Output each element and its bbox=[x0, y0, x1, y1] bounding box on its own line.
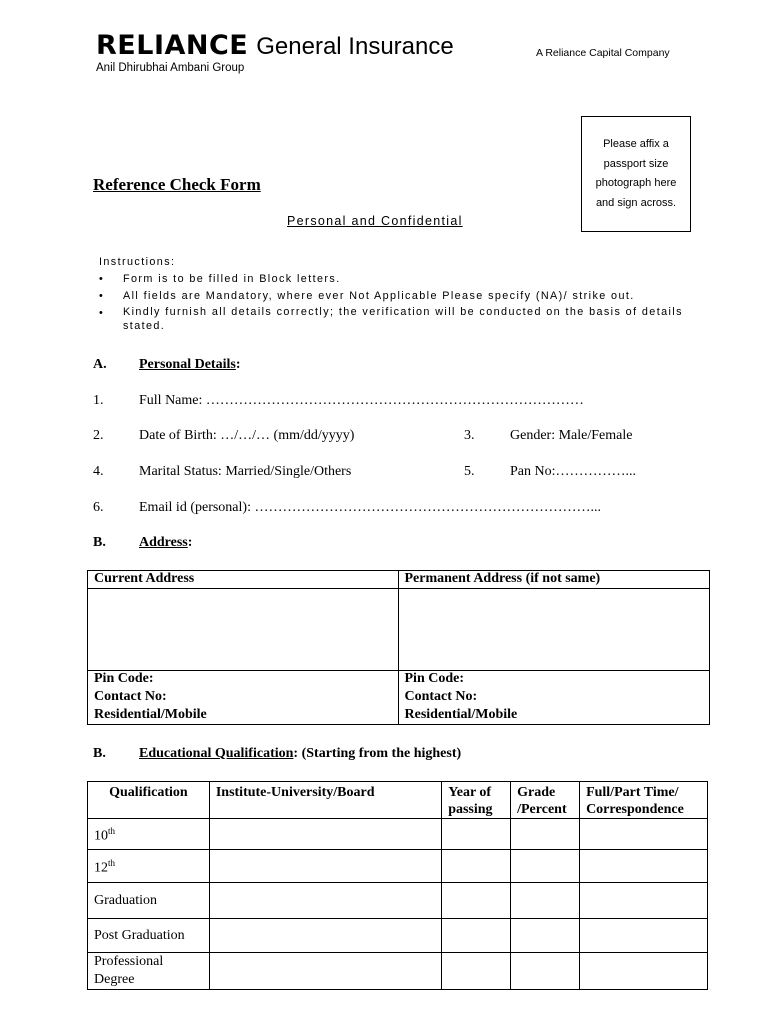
section-a-label: Personal Details bbox=[139, 357, 236, 372]
section-education-label: Educational Qualification bbox=[139, 746, 294, 761]
cell-input[interactable] bbox=[442, 819, 511, 850]
address-table bbox=[87, 570, 710, 725]
instruction-item: • Form is to be filled in Block letters. bbox=[99, 271, 699, 288]
cell-input[interactable] bbox=[442, 883, 511, 919]
section-b-label: Address bbox=[139, 535, 188, 550]
education-table bbox=[87, 781, 708, 990]
table-row bbox=[88, 850, 708, 883]
permanent-address-header: Permanent Address (if not same) bbox=[398, 571, 710, 589]
cell-input[interactable] bbox=[580, 883, 708, 919]
cell-input[interactable] bbox=[209, 850, 441, 883]
permanent-address-input[interactable] bbox=[398, 589, 710, 671]
instructions-title: Instructions: bbox=[99, 256, 176, 268]
cell-input[interactable] bbox=[511, 819, 580, 850]
photo-box-line: Please affix a bbox=[603, 138, 669, 150]
table-row bbox=[88, 953, 708, 990]
company-logo bbox=[96, 30, 454, 75]
table-row bbox=[88, 883, 708, 919]
cell-input[interactable] bbox=[442, 850, 511, 883]
current-residential-mobile[interactable]: Residential/Mobile bbox=[88, 707, 399, 725]
cell-input[interactable] bbox=[511, 883, 580, 919]
photo-box-line: and sign across. bbox=[595, 196, 677, 209]
cell-input[interactable] bbox=[209, 953, 441, 990]
cell-input[interactable] bbox=[442, 953, 511, 990]
cell-input[interactable] bbox=[580, 819, 708, 850]
photo-box bbox=[581, 116, 691, 232]
row-label-graduation: Graduation bbox=[88, 883, 210, 919]
instruction-item: • Kindly furnish all details correctly; the verification will be conducted on the basis of details stated. bbox=[99, 305, 699, 335]
permanent-residential-mobile[interactable]: Residential/Mobile bbox=[398, 707, 710, 725]
row-label-post-graduation: Post Graduation bbox=[88, 919, 210, 953]
header-year-of-passing: Year of passing bbox=[442, 782, 511, 819]
form-title: Reference Check Form bbox=[93, 175, 261, 194]
cell-input[interactable] bbox=[511, 919, 580, 953]
instructions bbox=[99, 254, 699, 335]
table-row bbox=[88, 819, 708, 850]
subtitle: Personal and Confidential bbox=[287, 214, 463, 228]
cell-input[interactable] bbox=[580, 953, 708, 990]
cell-input[interactable] bbox=[580, 850, 708, 883]
cell-input[interactable] bbox=[209, 883, 441, 919]
instruction-item: • All fields are Mandatory, where ever Not Applicable Please specify (NA)/ strike out. bbox=[99, 288, 699, 305]
header-mode: Full/Part Time/ Correspondence bbox=[580, 782, 708, 819]
parent-company: A Reliance Capital Company bbox=[536, 47, 670, 59]
current-address-input[interactable] bbox=[88, 589, 399, 671]
current-contact-no[interactable]: Contact No: bbox=[88, 689, 399, 707]
row-label-professional-degree: Professional Degree bbox=[88, 953, 210, 990]
logo-group: Anil Dhirubhai Ambani Group bbox=[96, 62, 245, 74]
permanent-pin-code[interactable]: Pin Code: bbox=[398, 671, 710, 689]
cell-input[interactable] bbox=[209, 919, 441, 953]
current-address-header: Current Address bbox=[88, 571, 399, 589]
table-row bbox=[88, 919, 708, 953]
photo-box-line: photograph here bbox=[595, 177, 677, 189]
cell-input[interactable] bbox=[511, 850, 580, 883]
header-institute: Institute-University/Board bbox=[209, 782, 441, 819]
cell-input[interactable] bbox=[580, 919, 708, 953]
cell-input[interactable] bbox=[209, 819, 441, 850]
row-label-10th: 10th bbox=[88, 819, 210, 850]
cell-input[interactable] bbox=[511, 953, 580, 990]
logo-brand: RELIANCE bbox=[96, 30, 249, 61]
photo-box-line: passport size bbox=[603, 157, 669, 170]
current-pin-code[interactable]: Pin Code: bbox=[88, 671, 399, 689]
cell-input[interactable] bbox=[442, 919, 511, 953]
header-qualification: Qualification bbox=[88, 782, 210, 819]
permanent-contact-no[interactable]: Contact No: bbox=[398, 689, 710, 707]
logo-product: General Insurance bbox=[256, 33, 454, 60]
header-grade: Grade /Percent bbox=[511, 782, 580, 819]
row-label-12th: 12th bbox=[88, 850, 210, 883]
